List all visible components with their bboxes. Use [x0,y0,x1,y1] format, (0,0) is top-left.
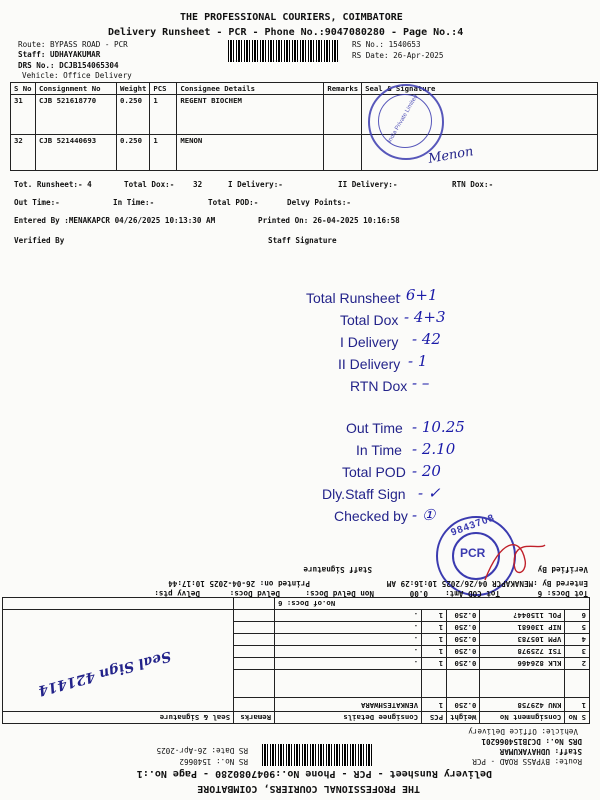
row-consignment: CJB 521440693 [36,135,117,171]
summary-value: - 6+1 [396,286,438,304]
rtn-dox: RTN Dox:- [452,180,494,189]
summary-label: Dly.Staff Sign [322,486,406,502]
row-weight: 0.250 [117,95,150,135]
entered-by: Entered By :MENAKAPCR 04/26/2025 10:13:30 AM [14,216,216,225]
summary-label: Total Dox [340,312,399,328]
summary-label: Out Time [346,420,403,436]
drs-text: DRS No.: DCJB154065304 [18,61,119,70]
row-sno [565,670,590,698]
row-seal [3,598,234,610]
seal-text: India Private Limited [386,93,420,145]
col-consignment: Consignment No [480,712,565,724]
row-pcs: 1 [422,698,447,712]
row-weight: 0.250 [447,622,480,634]
row-consignment: VPM 105783 [480,634,565,646]
printed-on-2: Printed on: 26-04-2025 10:17:44 [168,579,310,588]
row-sno: 5 [565,622,590,634]
row-consignment: CJB 521618770 [36,95,117,135]
table-row [11,95,598,135]
printed-on: Printed On: 26-04-2025 10:16:58 [258,216,400,225]
verified-by: Verified By [14,236,65,245]
summary-value: - 10.25 [412,418,465,436]
col-seal: Seal & Signature [3,712,234,724]
summary-value: - 20 [412,462,441,480]
summary-label: Checked by [334,508,408,524]
row-remarks [234,598,275,610]
pcr-stamp-center: PCR [460,546,486,560]
delvy-points: Delvy Points:- [287,198,352,207]
row-weight: 0.250 [447,698,480,712]
row-consignment: KNU 429758 [480,698,565,712]
summary-value: - 1 [408,352,428,370]
table-header-row [11,83,598,95]
rs-no: RS No.: 1540653 [352,40,421,49]
row-remarks [234,658,275,670]
row-pcs: 1 [150,95,177,135]
row-remarks [234,622,275,634]
vehicle-text: Vehicle: Office Delivery [22,71,132,80]
summary-value: - 42 [412,330,441,348]
row-consignment [480,670,565,698]
summary-label: Total Runsheet [306,290,400,306]
row-remarks [324,135,362,171]
row-consignment: NIP 130681 [480,622,565,634]
col-pcs: PCS [422,712,447,724]
row-pcs [422,670,447,698]
summary-label: In Time [356,442,402,458]
total-dox-value: 32 [193,180,203,189]
table-row [3,698,590,712]
row-sno: 6 [565,610,590,622]
row-remarks [324,95,362,135]
row-weight: 0.250 [447,658,480,670]
staff-signature-2: Staff Signature [303,565,372,574]
row-remarks [234,646,275,658]
table-header-row [3,712,590,724]
col-remarks: Remarks [324,83,362,95]
col-pcs: PCS [150,83,177,95]
i-delivery: I Delivery:- [228,180,283,189]
row-sno: 3 [565,646,590,658]
staff-text-2: Staff: UDHAYAKUMAR [499,747,582,756]
row-sno: 32 [11,135,36,171]
row-consignee: MENON [177,135,324,171]
in-time: In Time:- [113,198,155,207]
col-consignee: Consignee Details [275,712,422,724]
summary-label: I Delivery [340,334,399,350]
summary-label: II Delivery [338,356,401,372]
col-weight: Weight [117,83,150,95]
barcode-top [228,40,338,62]
barcode-2 [262,744,372,766]
row-consignee: . [275,634,422,646]
company-title-2: THE PROFESSIONAL COURIERS, COIMBATORE [197,783,420,794]
col-consignment: Consignment No [36,83,117,95]
row-sno: 1 [565,698,590,712]
runsheet-title-2: Delivery Runsheet - PCR - Phone No.:9047080280 - Page No.:1 [136,768,492,779]
delvd-docs-2: Delvd Docs: [229,589,280,598]
row-consignee [275,670,422,698]
row-consignee: . [275,658,422,670]
summary-label: Total POD [342,464,406,480]
non-delvd-2: Non Delvd Docs: [305,589,374,598]
row-consignee: . [275,622,422,634]
staff-text: Staff: UDHAYAKUMAR [18,50,101,59]
entered-by-2: Entered By :MENAKAPCR 04/26/2025 10:16:29 AM [386,579,588,588]
tot-cod-val-2: 0.00 [409,589,428,598]
col-seal: Seal & Signature [362,83,598,95]
route-text-2: Route: BYPASS ROAD - PCR [472,757,582,766]
seal-handwriting: Seal Sign 421414 [36,647,173,699]
row-weight: 0.250 [447,646,480,658]
row-weight: 0.250 [117,135,150,171]
delvy-pts-2: Delvy pts: [154,589,200,598]
col-consignee: Consignee Details [177,83,324,95]
ii-delivery: II Delivery:- [338,180,398,189]
summary-value: - 2.10 [412,440,456,458]
signature-top: Menon [427,144,475,167]
row-seal [3,610,234,712]
row-consignment: KLK 826466 [480,658,565,670]
second-runsheet [0,560,600,800]
col-weight: Weight [447,712,480,724]
tot-runsheet: Tot. Runsheet:- 4 [14,180,92,189]
row-pcs: 1 [422,634,447,646]
tot-cod-amt-2: Tot COD Amt: [445,589,500,598]
rs-date: RS Date: 26-Apr-2025 [352,51,444,60]
drs-text-2: DRS No.: DCJB154066201 [481,737,582,746]
row-pcs: 1 [422,658,447,670]
out-time: Out Time:- [14,198,60,207]
company-title: THE PROFESSIONAL COURIERS, COIMBATORE [180,12,403,23]
runsheet-title: Delivery Runsheet - PCR - Phone No.:9047080280 - Page No.:4 [108,27,464,38]
consignment-table-2 [2,597,590,724]
row-weight: 0.250 [447,610,480,622]
verified-by-2: Verified By [537,565,588,574]
summary-value: - ① [412,506,436,524]
rs-date-2: RS Date: 26-Apr-2025 [156,746,248,755]
total-pod: Total POD:- [208,198,259,207]
company-seal-stamp [368,84,444,160]
table-row [11,135,598,171]
row-remarks [234,698,275,712]
col-remarks: Remarks [234,712,275,724]
summary-value: - 4+3 [404,308,446,326]
summary-value: - – [412,374,430,392]
row-weight [447,670,480,698]
tot-docs-2: Tot Docs: 6 [537,589,588,598]
row-consignee: REGENT BIOCHEM [177,95,324,135]
row-pcs: 1 [422,610,447,622]
pcr-stamp-ring: 9843708 [449,512,497,539]
rs-no-2: RS No.: 1540662 [179,757,248,766]
row-consignee: . [275,610,422,622]
col-sno: S No [11,83,36,95]
no-of-docs: No.of Docs: 6 [275,598,590,610]
total-dox-label: Total Dox:- [124,180,175,189]
row-consignment: POL 115044? [480,610,565,622]
summary-value: - ✓ [418,484,441,502]
table-row [3,598,590,610]
consignment-table [10,82,598,171]
row-consignment: TSI 725978 [480,646,565,658]
row-remarks [234,670,275,698]
col-sno: S No [565,712,590,724]
row-remarks [234,634,275,646]
staff-signature: Staff Signature [268,236,337,245]
row-remarks [234,610,275,622]
row-pcs: 1 [150,135,177,171]
row-weight: 0.250 [447,634,480,646]
row-consignee: . [275,646,422,658]
row-pcs: 1 [422,646,447,658]
route-text: Route: BYPASS ROAD - PCR [18,40,128,49]
row-sno: 31 [11,95,36,135]
vehicle-text-2: Vehicle: Office Delivery [468,727,578,736]
row-consignee: VENKATESHWARA [275,698,422,712]
row-sno: 4 [565,634,590,646]
row-sno: 2 [565,658,590,670]
summary-label: RTN Dox [350,378,408,394]
row-pcs: 1 [422,622,447,634]
